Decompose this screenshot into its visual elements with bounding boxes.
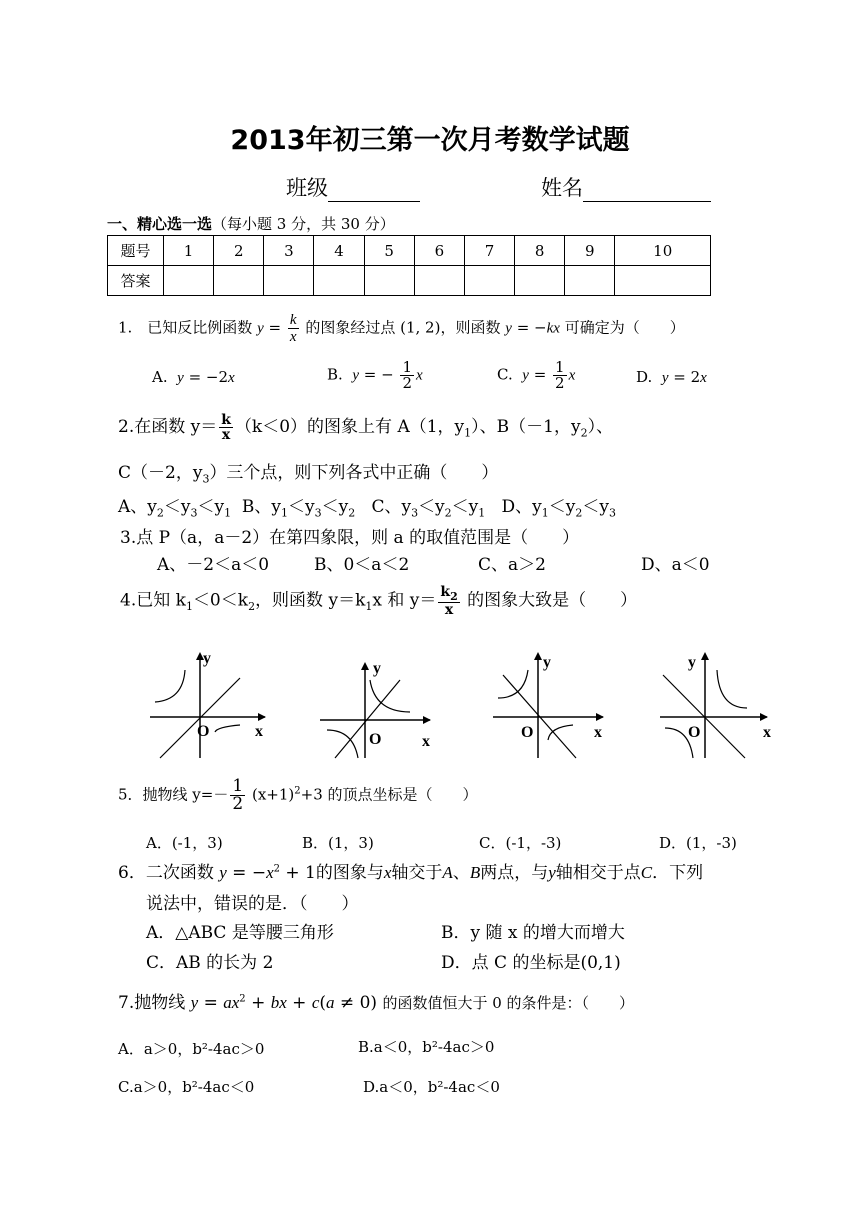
y-label: y	[203, 650, 211, 667]
arrow-icon	[258, 713, 266, 721]
q1-option-d[interactable]: D. y = 2x	[636, 368, 707, 386]
q6-text4: 轴相交于点	[555, 863, 641, 883]
table-cell: 10	[615, 236, 711, 266]
class-blank	[328, 179, 420, 202]
fraction: $\frac{k}{x}$	[289, 312, 297, 345]
q4-text-post: 的图象大致是（ ）	[467, 590, 638, 611]
table-cell: 4	[314, 236, 364, 266]
section-note: （每小题 3 分，共 30 分）	[212, 215, 395, 233]
q7-option-c[interactable]: C.a＞0，b²-4ac＜0	[118, 1078, 255, 1096]
answer-cell[interactable]	[515, 266, 565, 296]
origin-label: O	[197, 723, 210, 740]
q5-text-post2: +3 的顶点坐标是（ ）	[300, 785, 478, 804]
q7-option-d[interactable]: D.a＜0，b²-4ac＜0	[363, 1078, 500, 1096]
x-label: x	[763, 724, 771, 741]
question-2-line2: C（－2，$y_3$）三个点，则下列各式中正确（ ）	[118, 463, 499, 486]
question-6-line2: 说法中，错误的是．（ ）	[146, 894, 359, 914]
table-row	[108, 266, 711, 296]
arrow-icon	[760, 713, 768, 721]
q7-option-b[interactable]: B.a＜0，b²-4ac＞0	[358, 1038, 495, 1056]
q1-point: (1, 2)	[400, 318, 441, 337]
arrow-icon	[596, 713, 604, 721]
q6-text1: 的图象与	[315, 863, 384, 883]
answer-cell[interactable]	[364, 266, 414, 296]
q6-option-c[interactable]: C．AB 的长为 2	[146, 953, 274, 973]
q3-option-a[interactable]: A、－2＜a＜0	[157, 555, 270, 575]
y-label: y	[543, 654, 551, 671]
option-label: D.	[636, 368, 653, 386]
question-2: 2.在函数 y＝ $\frac{k}{x}$ （k＜0）的图象上有 A（1，$y_1$）、B（－1，$y_2$）、	[118, 412, 614, 443]
name-field	[541, 172, 711, 202]
row-label: 答案	[108, 266, 164, 296]
hyperbola-branch	[215, 725, 240, 732]
q2-text-cond: （k＜0）的图象上有 A（1，y	[234, 417, 465, 437]
hyperbola-branch	[548, 725, 573, 740]
table-cell: 7	[464, 236, 514, 266]
q6-text5: ．下列	[652, 863, 704, 883]
q1-option-b[interactable]: B. y = − $\frac{1}{2}$ x	[327, 358, 423, 392]
q1-text-mid2: ，则函数	[440, 318, 501, 337]
q5-option-b[interactable]: B．(1，3)	[302, 834, 374, 852]
q5-option-d[interactable]: D．(1，-3)	[659, 834, 737, 852]
answer-cell[interactable]	[314, 266, 364, 296]
origin-label: O	[521, 724, 534, 741]
line-graph	[335, 680, 400, 758]
q3-option-c[interactable]: C、a＞2	[478, 555, 546, 575]
graph-option-a[interactable]	[145, 640, 275, 765]
q6-option-b[interactable]: B．y 随 x 的增大而增大	[441, 923, 625, 943]
q2-line2: C（－2，y	[118, 463, 203, 483]
q1-text: 1. 已知反比例函数	[118, 318, 253, 337]
option-label: C.	[497, 365, 513, 384]
q4-text: 4.已知 k	[120, 590, 186, 611]
q6-option-d[interactable]: D．点 C 的坐标是(0,1)	[441, 953, 621, 973]
hyperbola-branch	[370, 680, 410, 712]
answer-cell[interactable]	[264, 266, 314, 296]
q6-option-a[interactable]: A．△ABC 是等腰三角形	[146, 923, 334, 943]
answer-cell[interactable]	[565, 266, 615, 296]
table-cell: 9	[565, 236, 615, 266]
name-label: 姓名	[541, 176, 583, 200]
question-3: 3.点 P（a，a－2）在第四象限，则 a 的取值范围是（ ）	[120, 528, 580, 548]
question-6: 6．二次函数 $y = -x^2 + 1$的图象与x轴交于A、B两点，与y轴相交于点C．下列	[118, 863, 704, 883]
q2-line2b: ）三个点，则下列各式中正确（ ）	[209, 463, 499, 483]
y-label: y	[373, 660, 381, 677]
question-1: 1. 已知反比例函数 y = $\frac{k}{x}$ 的图象经过点 (1, 2)，则函数 y = −kx 可确定为（ ）	[118, 312, 685, 345]
q1-text-mid: 的图象经过点	[305, 318, 396, 337]
class-field	[286, 172, 420, 202]
q1-option-c[interactable]: C. y = $\frac{1}{2}$ x	[497, 358, 576, 392]
arrow-icon	[361, 662, 369, 670]
q5-text: 5．抛物线 y=－	[118, 785, 229, 804]
row-label: 题号	[108, 236, 164, 266]
hyperbola-branch	[498, 670, 528, 698]
hyperbola-branch	[717, 670, 747, 708]
hyperbola-branch	[327, 730, 358, 758]
graph-option-d[interactable]	[655, 640, 785, 765]
arrow-icon	[423, 716, 431, 724]
origin-label: O	[688, 724, 701, 741]
q2-options: A、$y_2<y_3<y_1$ B、$y_1<y_3<y_2$ C、$y_3<y_2<y_1$ D、$y_1<y_2<y_3$	[118, 497, 616, 520]
table-cell: 8	[515, 236, 565, 266]
origin-label: O	[369, 731, 382, 748]
question-7: 7.抛物线 $y = ax^2$ + bx + c(a ≠ 0) 的函数值恒大于 0 的条件是：（ ）	[118, 993, 635, 1013]
page-title: 2013年初三第一次月考数学试题	[230, 125, 630, 156]
q7-text-post: 的函数值恒大于 0 的条件是：（ ）	[382, 994, 635, 1012]
answer-cell[interactable]	[615, 266, 711, 296]
q1-text-post: 可确定为（ ）	[564, 318, 685, 337]
answer-cell[interactable]	[164, 266, 214, 296]
q2-text: 2.在函数 y＝	[118, 417, 218, 437]
name-blank	[583, 179, 711, 202]
q7-option-a[interactable]: A．a＞0，b²-4ac＞0	[118, 1040, 265, 1058]
q3-option-b[interactable]: B、0＜a＜2	[314, 555, 410, 575]
x-label: x	[422, 733, 430, 750]
table-row	[108, 236, 711, 266]
q6-text2: 轴交于	[391, 863, 443, 883]
q3-option-d[interactable]: D、a＜0	[641, 555, 710, 575]
class-label: 班级	[286, 176, 328, 200]
x-label: x	[594, 724, 602, 741]
q1-option-a[interactable]: A. y = −2x	[152, 368, 235, 386]
option-label: B.	[327, 365, 343, 384]
hyperbola-branch	[155, 670, 185, 702]
q6-text: 6．二次函数	[118, 863, 214, 883]
table-cell: 3	[264, 236, 314, 266]
answer-table	[107, 235, 711, 296]
arrow-icon	[701, 652, 709, 660]
section-title: 一、精心选一选	[107, 215, 213, 233]
table-cell: 5	[364, 236, 414, 266]
table-cell: 2	[214, 236, 264, 266]
x-label: x	[255, 723, 263, 740]
answer-cell[interactable]	[414, 266, 464, 296]
table-cell: 6	[414, 236, 464, 266]
q7-text: 7.抛物线	[118, 993, 186, 1013]
q5-option-a[interactable]: A．(-1，3)	[146, 834, 223, 852]
option-label: A.	[152, 368, 168, 386]
answer-cell[interactable]	[214, 266, 264, 296]
section-heading	[107, 213, 395, 234]
answer-cell[interactable]	[464, 266, 514, 296]
graph-option-b[interactable]	[315, 640, 445, 765]
graph-option-c[interactable]	[488, 640, 618, 765]
y-label: y	[688, 654, 696, 671]
question-5: 5．抛物线 y=－ $\frac{1}{2}$ $(x+1)^2+3$ 的顶点坐标是（ ）	[118, 776, 478, 814]
q6-text3: 两点，与	[480, 863, 549, 883]
q5-option-c[interactable]: C．(-1，-3)	[479, 834, 562, 852]
arrow-icon	[534, 652, 542, 660]
question-4: 4.已知 $k_1<0<k_2$，则函数 $y=k_1x$ 和 y＝ $\frac{k_2}{x}$ 的图象大致是（ ）	[120, 584, 638, 618]
table-cell: 1	[164, 236, 214, 266]
q5-text-post: (x+1)	[251, 785, 295, 804]
